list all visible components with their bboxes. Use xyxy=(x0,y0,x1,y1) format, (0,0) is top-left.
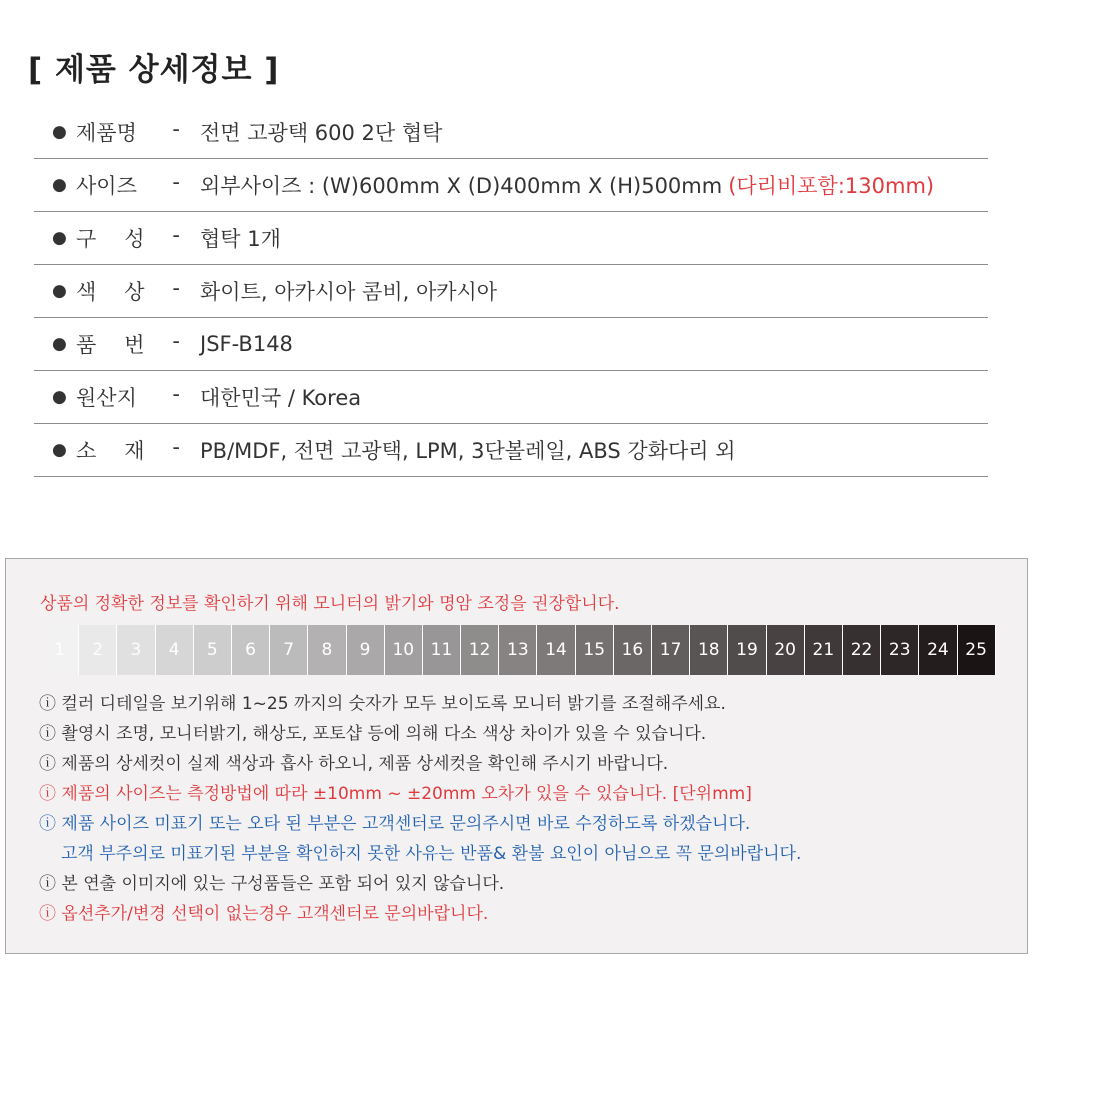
spec-dash: - xyxy=(172,435,180,459)
spec-label-text: 제품명 xyxy=(76,121,137,145)
spec-value: PB/MDF, 전면 고광택, LPM, 3단볼레일, ABS 강화다리 외 xyxy=(200,439,736,463)
spec-dash: - xyxy=(172,382,180,406)
bullet-icon: ● xyxy=(52,281,67,301)
scale-cell: 19 xyxy=(728,625,766,675)
bullet-icon: ● xyxy=(52,387,67,407)
notice-note: ⓘ 제품의 상세컷이 실제 색상과 흡사 하오니, 제품 상세컷을 확인해 주시기 바랍니다. xyxy=(39,754,669,774)
scale-cell: 4 xyxy=(156,625,194,675)
spec-label xyxy=(76,329,180,359)
scale-cell: 18 xyxy=(690,625,728,675)
spec-dash: - xyxy=(172,276,180,300)
spec-label-text: 재 xyxy=(124,439,145,463)
spec-row xyxy=(34,212,988,265)
scale-cell: 10 xyxy=(385,625,423,675)
scale-cell: 12 xyxy=(461,625,499,675)
spec-row xyxy=(34,159,988,212)
spec-value: JSF-B148 xyxy=(200,332,293,356)
spec-value: 협탁 1개 xyxy=(200,227,281,251)
notice-note: ⓘ 옵션추가/변경 선택이 없는경우 고객센터로 문의바랍니다. xyxy=(39,904,489,924)
spec-label xyxy=(76,223,180,253)
spec-label xyxy=(76,382,180,412)
notice-box xyxy=(5,558,1028,954)
scale-cell: 1 xyxy=(41,625,79,675)
spec-row xyxy=(34,424,988,477)
notice-headline: 상품의 정확한 정보를 확인하기 위해 모니터의 밝기와 명암 조정을 권장합니다. xyxy=(40,594,620,614)
scale-cell: 21 xyxy=(805,625,843,675)
scale-cell: 8 xyxy=(308,625,346,675)
scale-cell: 6 xyxy=(232,625,270,675)
spec-label-text: 색 xyxy=(76,280,97,304)
spec-label-text: 소 xyxy=(76,439,97,463)
notice-note: ⓘ 제품 사이즈 미표기 또는 오타 된 부분은 고객센터로 문의주시면 바로 수정하도록 하겠습니다. xyxy=(39,814,751,834)
bullet-icon: ● xyxy=(52,334,67,354)
spec-dash: - xyxy=(172,170,180,194)
scale-cell: 24 xyxy=(919,625,957,675)
spec-label-text: 상 xyxy=(124,280,145,304)
spec-label-text: 성 xyxy=(124,227,145,251)
spec-value: 대한민국 / Korea xyxy=(200,386,362,410)
spec-list xyxy=(34,106,988,477)
spec-value: 화이트, 아카시아 콤비, 아카시아 xyxy=(200,280,498,304)
scale-cell: 3 xyxy=(117,625,155,675)
notice-notes xyxy=(39,689,801,929)
spec-label-text: 번 xyxy=(124,333,145,357)
spec-row xyxy=(34,318,988,371)
spec-value: 외부사이즈 : (W)600mm X (D)400mm X (H)500mm xyxy=(200,174,723,198)
spec-label-text: 사이즈 xyxy=(76,174,137,198)
scale-cell: 17 xyxy=(652,625,690,675)
scale-cell: 15 xyxy=(576,625,614,675)
scale-cell: 13 xyxy=(499,625,537,675)
spec-dash: - xyxy=(172,223,180,247)
page-title: [ 제품 상세정보 ] xyxy=(28,52,280,88)
notice-note: 고객 부주의로 미표기된 부분을 확인하지 못한 사유는 반품& 환불 요인이 아님으로 꼭 문의바랍니다. xyxy=(61,844,802,864)
scale-cell: 11 xyxy=(423,625,461,675)
spec-dash: - xyxy=(172,329,180,353)
notice-note: ⓘ 촬영시 조명, 모니터밝기, 해상도, 포토샵 등에 의해 다소 색상 차이가 있을 수 있습니다. xyxy=(39,724,707,744)
scale-cell: 20 xyxy=(767,625,805,675)
scale-cell: 2 xyxy=(79,625,117,675)
bullet-icon: ● xyxy=(52,122,67,142)
spec-row xyxy=(34,371,988,424)
scale-cell: 23 xyxy=(881,625,919,675)
bullet-icon: ● xyxy=(52,228,67,248)
spec-label-text: 품 xyxy=(76,333,97,357)
spec-label-text: 원산지 xyxy=(76,386,137,410)
notice-note: ⓘ 제품의 사이즈는 측정방법에 따라 ±10mm ~ ±20mm 오차가 있을 수 있습니다. [단위mm] xyxy=(39,784,752,804)
spec-label-text: 구 xyxy=(76,227,97,251)
spec-label xyxy=(76,170,180,200)
spec-value: 전면 고광택 600 2단 협탁 xyxy=(200,121,443,145)
spec-label xyxy=(76,276,180,306)
bullet-icon: ● xyxy=(52,440,67,460)
scale-cell: 7 xyxy=(270,625,308,675)
spec-value-accent: (다리비포함:130mm) xyxy=(728,174,935,198)
scale-cell: 14 xyxy=(537,625,575,675)
scale-cell: 16 xyxy=(614,625,652,675)
notice-note: ⓘ 본 연출 이미지에 있는 구성품들은 포함 되어 있지 않습니다. xyxy=(39,874,505,894)
notice-note: ⓘ 컬러 디테일을 보기위해 1~25 까지의 숫자가 모두 보이도록 모니터 밝기를 조절해주세요. xyxy=(39,694,726,714)
scale-cell: 25 xyxy=(958,625,996,675)
scale-cell: 5 xyxy=(194,625,232,675)
spec-row xyxy=(34,265,988,318)
scale-cell: 22 xyxy=(843,625,881,675)
spec-row xyxy=(34,106,988,159)
spec-label xyxy=(76,435,180,465)
brightness-scale xyxy=(41,625,996,675)
spec-dash: - xyxy=(172,117,180,141)
scale-cell: 9 xyxy=(347,625,385,675)
bullet-icon: ● xyxy=(52,175,67,195)
spec-label xyxy=(76,117,180,147)
